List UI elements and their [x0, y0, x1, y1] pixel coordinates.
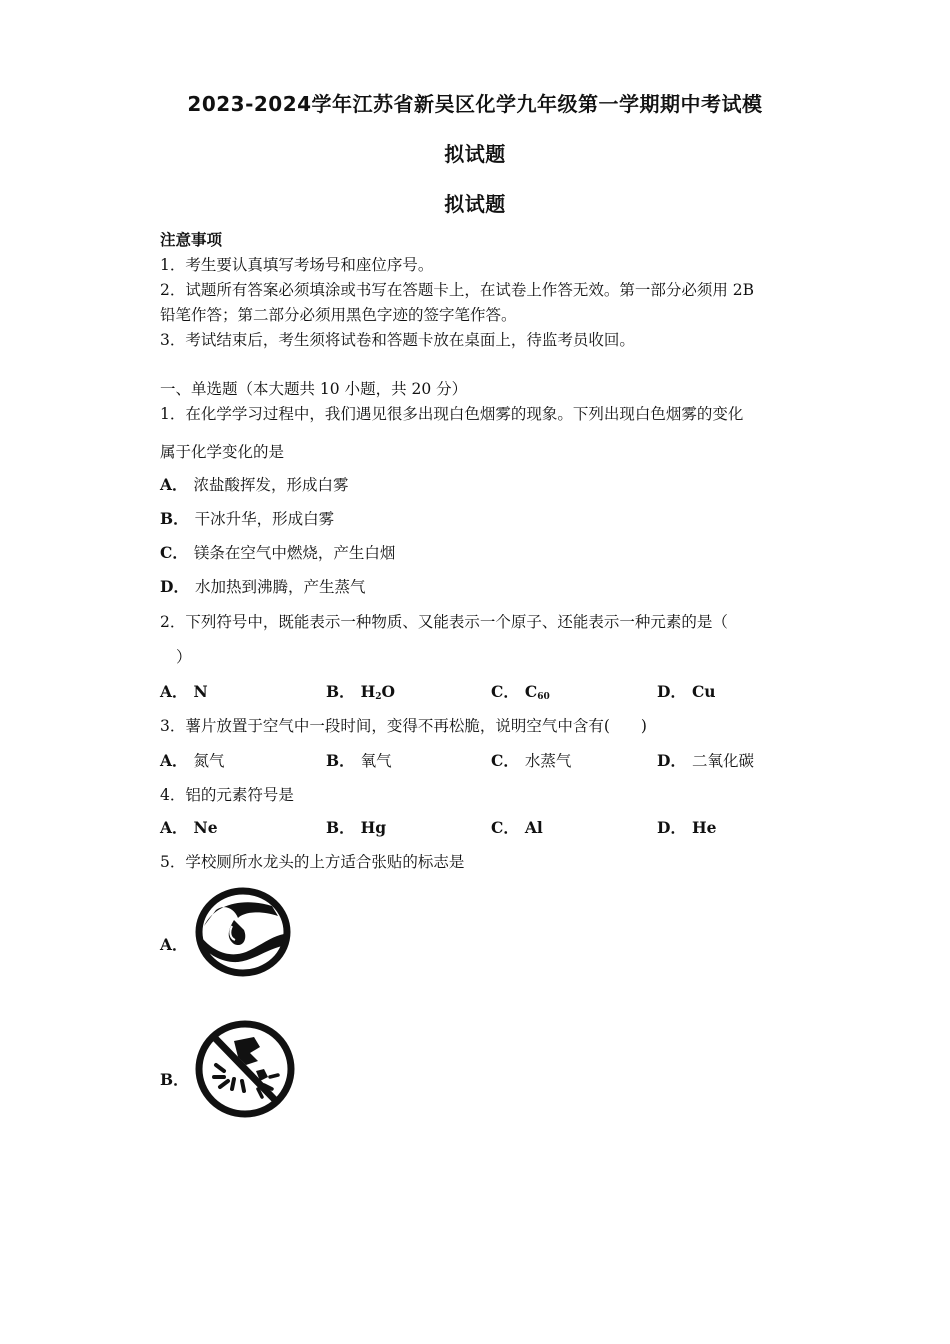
q1-option-d[interactable]: D． 水加热到沸腾，产生蒸气 — [160, 577, 366, 596]
q3-stem: 3．薯片放置于空气中一段时间，变得不再松脆，说明空气中含有( ) — [160, 717, 647, 735]
q4-option-d[interactable]: D． He — [657, 818, 717, 837]
note-item-2-cont: 铅笔作答；第二部分必须用黑色字迹的签字笔作答。 — [160, 306, 517, 324]
section-heading: 一、单选题（本大题共 10 小题，共 20 分） — [160, 380, 468, 398]
exam-title-line1: 2023-2024学年江苏省新吴区化学九年级第一学期期中考试模 — [187, 92, 763, 116]
q1-option-c[interactable]: C． 镁条在空气中燃烧，产生白烟 — [160, 543, 396, 562]
q2-stem-line2: ） — [176, 648, 192, 666]
q5-option-b[interactable]: B． — [160, 1070, 189, 1089]
water-saving-icon[interactable] — [194, 886, 292, 982]
q4-option-b[interactable]: B． Hg — [326, 818, 387, 837]
notes-heading: 注意事项 — [160, 230, 223, 249]
q2-option-c[interactable]: C． $C_{60}$ — [491, 682, 550, 702]
no-fireworks-icon[interactable] — [194, 1019, 296, 1123]
q2-option-a[interactable]: A． N — [160, 682, 208, 701]
q4-option-c[interactable]: C． Al — [491, 818, 543, 837]
q5-stem: 5．学校厕所水龙头的上方适合张贴的标志是 — [160, 853, 465, 871]
q3-option-c[interactable]: C． 水蒸气 — [491, 751, 572, 770]
exam-title-line3: 拟试题 — [444, 192, 506, 216]
exam-title-line2: 拟试题 — [444, 142, 506, 166]
q2-option-d[interactable]: D． Cu — [657, 682, 716, 701]
note-item-3: 3．考试结束后，考生须将试卷和答题卡放在桌面上，待监考员收回。 — [160, 331, 635, 349]
q1-stem-line1: 1．在化学学习过程中，我们遇见很多出现白色烟雾的现象。下列出现白色烟雾的变化 — [160, 405, 744, 423]
q5-option-a[interactable]: A． — [160, 935, 188, 954]
q1-option-b[interactable]: B． 干冰升华，形成白雾 — [160, 509, 335, 528]
q2-stem-line1: 2．下列符号中，既能表示一种物质、又能表示一个原子、还能表示一种元素的是（ — [160, 613, 728, 631]
note-item-1: 1．考生要认真填写考场号和座位序号。 — [160, 256, 434, 274]
q1-stem-line2: 属于化学变化的是 — [160, 443, 285, 461]
note-item-2: 2．试题所有答案必须填涂或书写在答题卡上，在试卷上作答无效。第一部分必须用 2B — [160, 281, 755, 299]
q2-option-b[interactable]: B． $H_2O$ — [326, 682, 396, 702]
q4-stem: 4．铝的元素符号是 — [160, 786, 294, 804]
q3-option-b[interactable]: B． 氧气 — [326, 751, 392, 770]
q4-option-a[interactable]: A． Ne — [160, 818, 218, 837]
q3-option-a[interactable]: A． 氮气 — [160, 751, 225, 770]
q1-option-a[interactable]: A． 浓盐酸挥发，形成白雾 — [160, 475, 349, 494]
q3-option-d[interactable]: D． 二氧化碳 — [657, 751, 754, 770]
